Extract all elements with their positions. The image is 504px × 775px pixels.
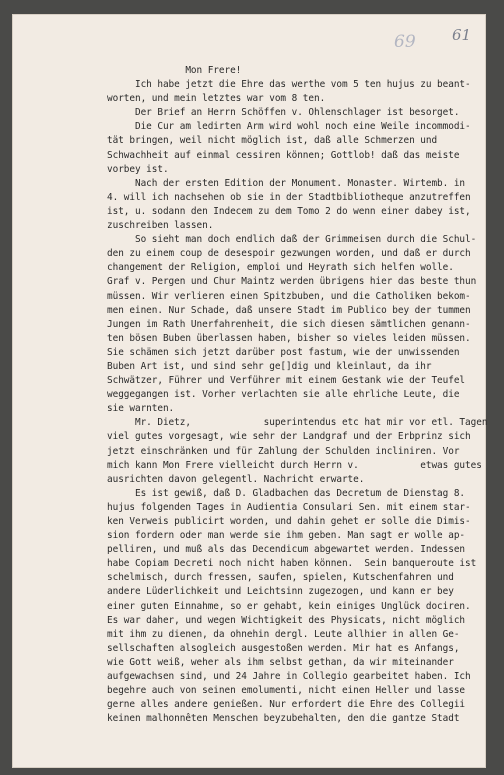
text-line: tät bringen, weil nicht möglich ist, daß alle Schmerzen und bbox=[107, 135, 438, 147]
text-line: Der Brief an Herrn Schöffen v. Ohlenschlager ist besorget. bbox=[107, 107, 460, 119]
text-line: sion fordern oder man werde sie ihm geben. Man sagt er wolle ap- bbox=[107, 530, 466, 542]
text-line: wie Gott weiß, weher als ihm selbst gethan, da wir miteinander bbox=[107, 656, 454, 668]
pencil-number-annotation: 69 bbox=[394, 32, 416, 52]
text-line: jetzt einschränken und für Zahlung der Schulden incliniren. Vor bbox=[107, 445, 460, 457]
text-line: pelliren, und muß als das Decendicum abgewartet werden. Indessen bbox=[107, 544, 466, 556]
text-line: sie warnten. bbox=[107, 403, 175, 415]
text-line: So sieht man doch endlich daß der Grimmeisen durch die Schul- bbox=[107, 234, 477, 246]
text-line: Sie schämen sich jetzt darüber post fastum, wie der unwissenden bbox=[107, 346, 460, 358]
text-line: schelmisch, durch fressen, saufen, spielen, Kutschenfahren und bbox=[107, 572, 454, 584]
text-line: ist, u. sodann den Indecem zu dem Tomo 2 do wenn einer dabey ist, bbox=[107, 205, 471, 217]
text-line: ausrichten davon gelegentl. Nachricht erwarte. bbox=[107, 473, 365, 485]
text-line: habe Copiam Decreti noch nicht haben können. Sein banqueroute ist bbox=[107, 558, 477, 570]
text-line: 4. will ich nachsehen ob sie in der Stadtbibliotheque anzutreffen bbox=[107, 191, 471, 203]
page-number-annotation: 61 bbox=[452, 26, 472, 44]
text-line: müssen. Wir verlieren einen Spitzbuben, und die Catholiken bekom- bbox=[107, 290, 471, 302]
text-line: zuschreiben lassen. bbox=[107, 220, 214, 232]
letter-page bbox=[12, 14, 486, 768]
text-line: den zu einem coup de desespoir gezwungen worden, und daß er durch bbox=[107, 248, 471, 260]
text-line: viel gutes vorgesagt, wie sehr der Landgraf und der Erbprinz sich bbox=[107, 431, 471, 443]
text-line: mit ihm zu dienen, da ohnehin dergl. Leute allhier in allen Ge- bbox=[107, 628, 460, 640]
text-line: Nach der ersten Edition der Monument. Monaster. Wirtemb. in bbox=[107, 177, 466, 189]
text-line: changement der Religion, emploi und Heyrath sich helfen wolle. bbox=[107, 262, 454, 274]
text-line: Schwätzer, Führer und Verführer mit einem Gestank wie der Teufel bbox=[107, 375, 466, 387]
text-line: keinen malhonnêten Menschen beyzubehalten, den die gantze Stadt bbox=[107, 713, 460, 725]
text-line: sellschaften alsogleich ausgestoßen werden. Mir hat es Anfangs, bbox=[107, 642, 460, 654]
text-line: ken Verweis publicirt worden, und dahin gehet er solle die Dimis- bbox=[107, 516, 471, 527]
text-line: gerne alles andere genießen. Nur erfordert die Ehre des Collegii bbox=[107, 699, 466, 711]
text-line: begehre auch von seinen emolumenti, nicht einen Heller und lasse bbox=[107, 685, 466, 697]
text-line: Die Cur am ledirten Arm wird wohl noch eine Weile incommodi- bbox=[107, 121, 471, 133]
text-line: andere Lüderlichkeit und Leichtsinn zugezogen, und kann er bey bbox=[107, 586, 454, 598]
text-line: Es ist gewiß, daß D. Gladbachen das Decretum de Dienstag 8. bbox=[107, 487, 466, 499]
text-line: Mr. Dietz, superintendus etc hat mir vor etl. Tagen bbox=[107, 417, 488, 429]
text-line: Es war daher, und wegen Wichtigkeit des Physicats, nicht möglich bbox=[107, 614, 466, 626]
text-line: Schwachheit auf einmal cessiren können; Gottlob! daß das meiste bbox=[107, 149, 460, 161]
text-line: ten bösen Buben überlassen haben, bisher so vieles leiden müssen. bbox=[107, 332, 471, 344]
text-line: Ich habe jetzt die Ehre das werthe vom 5 ten hujus zu beant- bbox=[107, 79, 471, 91]
text-line: mich kann Mon Frere vielleicht durch Herrn v. etwas gutes bbox=[107, 459, 482, 471]
text-line: worten, und mein letztes war vom 8 ten. bbox=[107, 93, 326, 105]
text-line: Mon Frere! bbox=[107, 65, 242, 76]
typed-text-body bbox=[107, 64, 492, 726]
text-line: men einen. Nur Schade, daß unsere Stadt im Publico bey der tummen bbox=[107, 304, 471, 316]
text-line: aufgewachsen sind, und 24 Jahre in Collegio gearbeitet haben. Ich bbox=[107, 671, 471, 683]
text-line: einer guten Einnahme, so er gehabt, kein einiges Unglück dociren. bbox=[107, 600, 471, 612]
text-line: vorbey ist. bbox=[107, 163, 169, 175]
text-line: hujus folgenden Tages in Audientia Consulari Sen. mit einem star- bbox=[107, 501, 471, 513]
text-line: Graf v. Pergen und Chur Maintz werden übrigens hier das beste thun bbox=[107, 276, 477, 288]
text-line: Buben Art ist, und sind sehr ge[]dig und kleinlaut, da ihr bbox=[107, 360, 432, 372]
text-line: Jungen im Rath Unerfahrenheit, die sich diesen sämtlichen genann- bbox=[107, 318, 471, 330]
text-line: weggegangen ist. Vorher verlachten sie alle ehrliche Leute, die bbox=[107, 389, 460, 401]
